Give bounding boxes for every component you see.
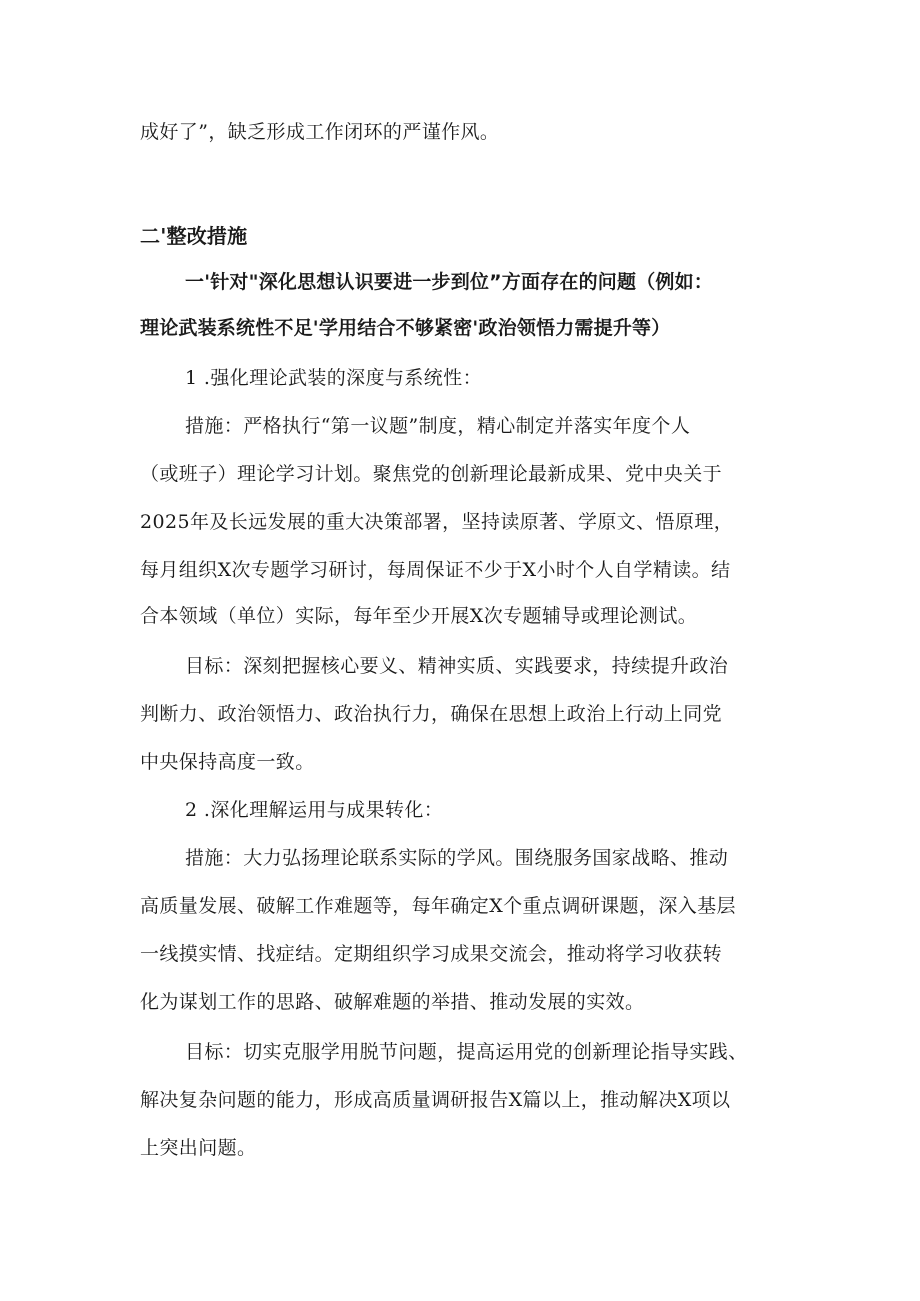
item-heading: 2 .深化理解运用与成果转化： (185, 799, 444, 821)
paragraph-line: 成好了”，缺乏形成工作闭环的严谨作风。 (140, 121, 500, 143)
subsection-heading: 理论武装系统性不足'学用结合不够紧密'政治领悟力需提升等） (140, 317, 671, 339)
paragraph-line: 解决复杂问题的能力，形成高质量调研报告X篇以上，推动解决X项以 (140, 1089, 731, 1111)
paragraph-line: 上突出问题。 (140, 1137, 257, 1159)
paragraph-line: 高质量发展、破解工作难题等，每年确定X个重点调研课题，深入基层 (140, 895, 736, 917)
subsection-heading: 一'针对"深化思想认识要进一步到位”方面存在的问题（例如： (185, 271, 714, 293)
paragraph-line: 一线摸实情、找症结。定期组织学习成果交流会，推动将学习收获转 (140, 943, 723, 965)
paragraph-line: （或班子）理论学习计划。聚焦党的创新理论最新成果、党中央关于 (140, 463, 723, 485)
paragraph-line: 每月组织X次专题学习研讨，每周保证不少于X小时个人自学精读。结 (140, 559, 731, 581)
paragraph-line: 措施：严格执行“第一议题”制度，精心制定并落实年度个人 (185, 415, 691, 437)
paragraph-line: 措施：大力弘扬理论联系实际的学风。围绕服务国家战略、推动 (185, 847, 729, 869)
paragraph-line: 目标：深刻把握核心要义、精神实质、实践要求，持续提升政治 (185, 655, 729, 677)
paragraph-line: 合本领域（单位）实际，每年至少开展X次专题辅导或理论测试。 (140, 605, 698, 627)
paragraph-line: 化为谋划工作的思路、破解难题的举措、推动发展的实效。 (140, 991, 645, 1013)
paragraph-line: 判断力、政治领悟力、政治执行力，确保在思想上政治上行动上同党 (140, 703, 723, 725)
paragraph-line: 2025年及长远发展的重大决策部署，坚持读原著、学原文、悟原理， (140, 511, 734, 533)
section-heading: 二'整改措施 (140, 224, 248, 248)
item-heading: 1 .强化理论武装的深度与系统性： (185, 367, 482, 389)
paragraph-line: 中央保持高度一致。 (140, 751, 315, 773)
paragraph-line: 目标：切实克服学用脱节问题，提高运用党的创新理论指导实践、 (185, 1041, 748, 1063)
